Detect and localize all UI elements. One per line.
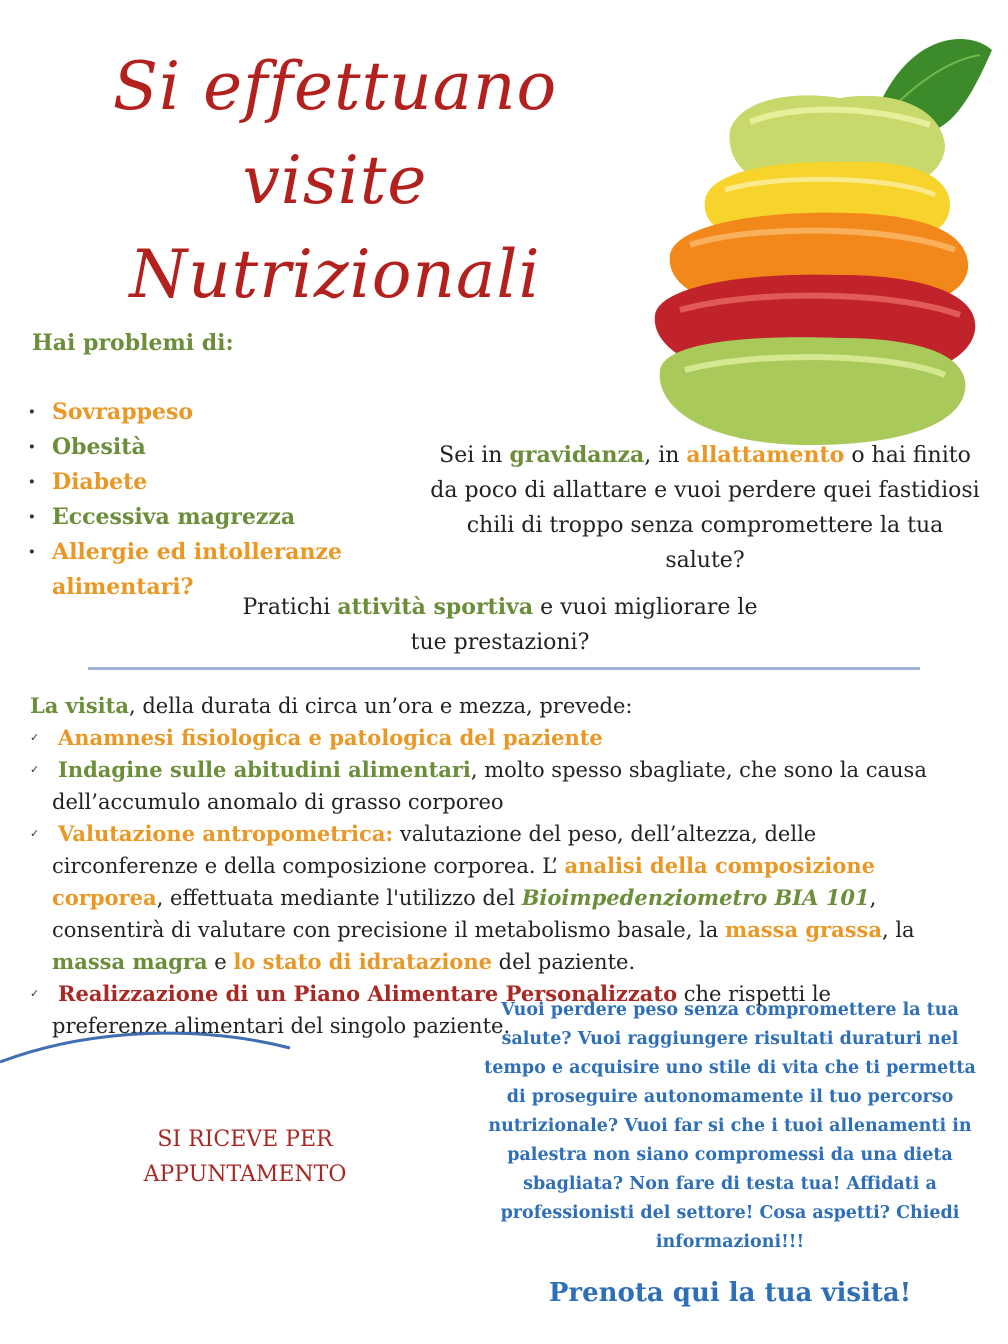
problem-item: · Allergie ed intolleranze alimentari? xyxy=(26,535,386,605)
visit-intro xyxy=(30,690,633,722)
divider xyxy=(88,667,920,670)
text: Sei in xyxy=(439,443,510,468)
problem-item: · Eccessiva magrezza xyxy=(26,500,386,535)
keyword: Indagine sulle abitudini alimentari xyxy=(58,757,471,782)
keyword: Realizzazione di un Piano Alimentare Personalizzato xyxy=(58,981,678,1006)
promo-paragraph: Vuoi perdere peso senza compromettere la tua salute? Vuoi raggiungere risultati duraturi nel tempo e acquisire uno stile di vita che ti permetta di proseguire autonomamente il tuo percorso nutrizionale? Vuoi far si che i tuoi allenamenti in palestra non siano compromessi da una dieta sbagliata? Non fare di testa tua! Affidati a professionisti del settore! Cosa aspetti? Chiedi informazioni!!! xyxy=(484,1000,976,1252)
stacked-fruit-image xyxy=(640,10,1008,450)
text: , effettuata mediante l'utilizzo del xyxy=(156,886,522,910)
list-item xyxy=(30,722,940,754)
title-line-2: visite xyxy=(242,142,428,219)
title-line-3: Nutrizionali xyxy=(129,236,541,313)
keyword-pregnancy: gravidanza xyxy=(509,442,645,468)
text: , della durata di circa un’ora e mezza, prevede: xyxy=(128,694,633,718)
list-item xyxy=(30,818,940,978)
problem-item: · Obesità xyxy=(26,430,386,465)
keyword-breastfeeding: allattamento xyxy=(686,442,845,468)
problems-heading: Hai problemi di: xyxy=(32,330,234,356)
keyword: Valutazione antropometrica: xyxy=(58,821,394,846)
text: e vuoi migliorare le tue prestazioni? xyxy=(410,595,758,655)
keyword: Anamnesi fisiologica e patologica del paziente xyxy=(58,725,603,750)
keyword: lo stato di idratazione xyxy=(233,949,492,974)
title-line-1: Si effettuano xyxy=(112,48,558,125)
keyword: Bioimpedenziometro BIA 101 xyxy=(521,885,870,910)
keyword: analisi della composizione corporea xyxy=(52,853,875,910)
text: Pratichi xyxy=(242,595,338,620)
text: , in xyxy=(644,443,687,468)
appointment-line-1: SI RICEVE PER xyxy=(157,1127,333,1152)
appointment-note xyxy=(95,1122,395,1192)
text: valutazione del peso, dell’altezza, delle circonferenze e della composizione corporea. L’ xyxy=(52,822,817,878)
keyword: massa magra xyxy=(52,949,208,974)
visit-list xyxy=(30,722,940,1042)
problems-list xyxy=(26,395,386,605)
decorative-arc xyxy=(0,1020,300,1070)
text: , la xyxy=(881,918,915,942)
text: o hai finito da poco di allattare e vuoi perdere quei fastidiosi chili di troppo senza compromettere la tua salute? xyxy=(430,443,980,573)
keyword-sport: attività sportiva xyxy=(337,594,534,620)
problem-item: · Diabete xyxy=(26,465,386,500)
keyword-visit: La visita xyxy=(30,693,129,718)
list-item xyxy=(30,754,940,818)
text: , molto spesso sbagliate, che sono la causa dell’accumulo anomalo di grasso corporeo xyxy=(52,758,927,814)
sport-paragraph xyxy=(240,590,760,660)
appointment-line-2: APPUNTAMENTO xyxy=(143,1162,347,1187)
text: del paziente. xyxy=(491,950,636,974)
problem-item: · Sovrappeso xyxy=(26,395,386,430)
pregnancy-paragraph xyxy=(430,438,980,578)
book-visit-link[interactable]: Prenota qui la tua visita! xyxy=(548,1278,912,1308)
text: , consentirà di valutare con precisione il metabolismo basale, la xyxy=(52,886,877,942)
text: che rispetti le preferenze alimentari del singolo paziente. xyxy=(52,982,831,1038)
page-title xyxy=(40,40,630,322)
text: e xyxy=(207,950,234,974)
keyword: massa grassa xyxy=(724,917,882,942)
